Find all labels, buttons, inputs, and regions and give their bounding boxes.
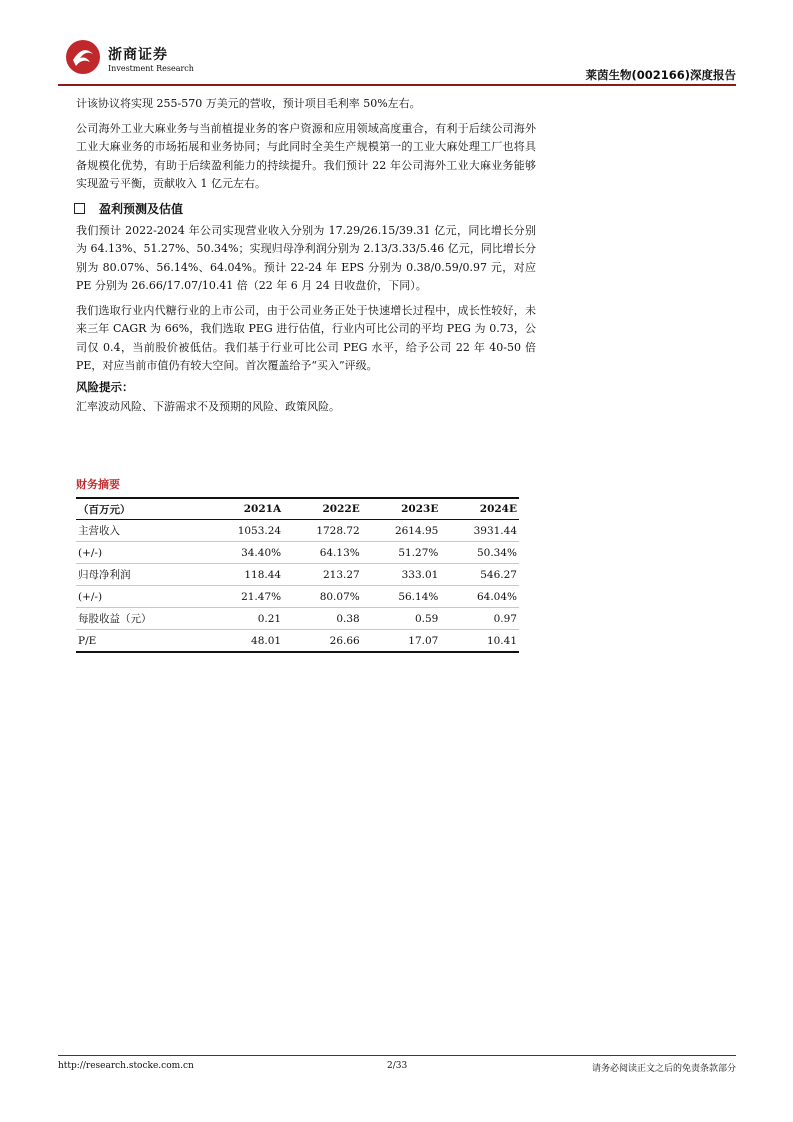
table-cell: 51.27% <box>362 542 441 564</box>
table-row <box>76 520 519 542</box>
paragraph-valuation: 我们选取行业内代糖行业的上市公司，由于公司业务正处于快速增长过程中，成长性较好，未来三年 CAGR 为 66%，我们选取 PEG 进行估值，行业内可比公司的平均 PEG 为 0.73，公司仅 0.4，当前股价被低估。我们基于行业可比公司 PEG 水平，给予公司 22 年 40-50 倍 PE，对应当前市值仍有较大空间。首次覆盖给予“买入”评级。 <box>76 303 536 372</box>
paragraph-1: 计该协议将实现 255-570 万美元的营收，预计项目毛利率 50%左右。 <box>76 97 421 110</box>
table-cell: 1053.24 <box>204 520 283 542</box>
table-header-cell: 2023E <box>362 498 441 520</box>
table-cell: 80.07% <box>283 586 362 608</box>
table-cell: 213.27 <box>283 564 362 586</box>
header-divider <box>58 84 736 86</box>
table-cell: 0.21 <box>204 608 283 630</box>
table-header-cell: 2021A <box>204 498 283 520</box>
table-cell: 26.66 <box>283 630 362 653</box>
row-label: 归母净利润 <box>76 564 204 586</box>
footer-divider <box>58 1055 736 1056</box>
table-cell: 48.01 <box>204 630 283 653</box>
table-cell: 21.47% <box>204 586 283 608</box>
row-label: (+/-) <box>76 586 204 608</box>
table-row <box>76 630 519 653</box>
footer-website-link[interactable]: http://research.stocke.com.cn <box>58 1061 194 1071</box>
table-cell: 64.13% <box>283 542 362 564</box>
table-cell: 0.59 <box>362 608 441 630</box>
table-cell: 546.27 <box>440 564 519 586</box>
table-cell: 34.40% <box>204 542 283 564</box>
table-row <box>76 542 519 564</box>
brand-subtitle: Investment Research <box>108 64 194 73</box>
table-cell: 333.01 <box>362 564 441 586</box>
section-heading <box>74 200 536 218</box>
company-logo-icon <box>64 38 102 76</box>
table-cell: 10.41 <box>440 630 519 653</box>
paragraph-2: 公司海外工业大麻业务与当前植提业务的客户资源和应用领域高度重合，有利于后续公司海外工业大麻业务的市场拓展和业务协同；与此同时全美生产规模第一的工业大麻处理工厂也将具备规模化优势，有助于后续盈利能力的持续提升。我们预计 22 年公司海外工业大麻业务能够实现盈亏平衡，贡献收入 1 亿元左右。 <box>76 121 536 190</box>
table-cell: 64.04% <box>440 586 519 608</box>
checkbox-square-icon <box>74 203 85 214</box>
risk-text: 汇率波动风险、下游需求不及预期的风险、政策风险。 <box>76 399 340 413</box>
table-cell: 1728.72 <box>283 520 362 542</box>
risk-heading: 风险提示： <box>76 379 134 394</box>
page-header <box>58 34 736 84</box>
table-cell: 2614.95 <box>362 520 441 542</box>
table-cell: 0.97 <box>440 608 519 630</box>
row-label: 每股收益（元） <box>76 608 204 630</box>
row-label: 主营收入 <box>76 520 204 542</box>
section-title: 盈利预测及估值 <box>99 201 184 216</box>
table-cell: 56.14% <box>362 586 441 608</box>
table-header-row <box>76 498 519 520</box>
table-header-cell: 2024E <box>440 498 519 520</box>
financial-summary-title: 财务摘要 <box>76 478 120 491</box>
brand-name: 浙商证券 <box>108 47 168 63</box>
table-header-cell: 2022E <box>283 498 362 520</box>
financial-summary-table <box>76 497 519 653</box>
row-label: P/E <box>76 630 204 653</box>
table-row <box>76 608 519 630</box>
report-title: 莱茵生物(002166)深度报告 <box>585 68 736 82</box>
page-number: 2/33 <box>387 1061 408 1071</box>
footer-disclaimer: 请务必阅读正文之后的免责条款部分 <box>591 1064 736 1074</box>
table-cell: 3931.44 <box>440 520 519 542</box>
table-cell: 50.34% <box>440 542 519 564</box>
main-content <box>76 95 536 422</box>
table-header-cell: （百万元） <box>76 498 204 520</box>
table-cell: 118.44 <box>204 564 283 586</box>
table-cell: 0.38 <box>283 608 362 630</box>
row-label: (+/-) <box>76 542 204 564</box>
table-row <box>76 586 519 608</box>
table-cell: 17.07 <box>362 630 441 653</box>
table-row <box>76 564 519 586</box>
paragraph-forecast: 我们预计 2022-2024 年公司实现营业收入分别为 17.29/26.15/39.31 亿元，同比增长分别为 64.13%、51.27%、50.34%；实现归母净利润分别为 2.13/3.33/5.46 亿元，同比增长分别为 80.07%、56.14%、64.04%。预计 22-24 年 EPS 分别为 0.38/0.59/0.97 元，对应 PE 分别为 26.66/17.07/10.41 倍（22 年 6 月 24 日收盘价，下同）。 <box>76 223 536 292</box>
